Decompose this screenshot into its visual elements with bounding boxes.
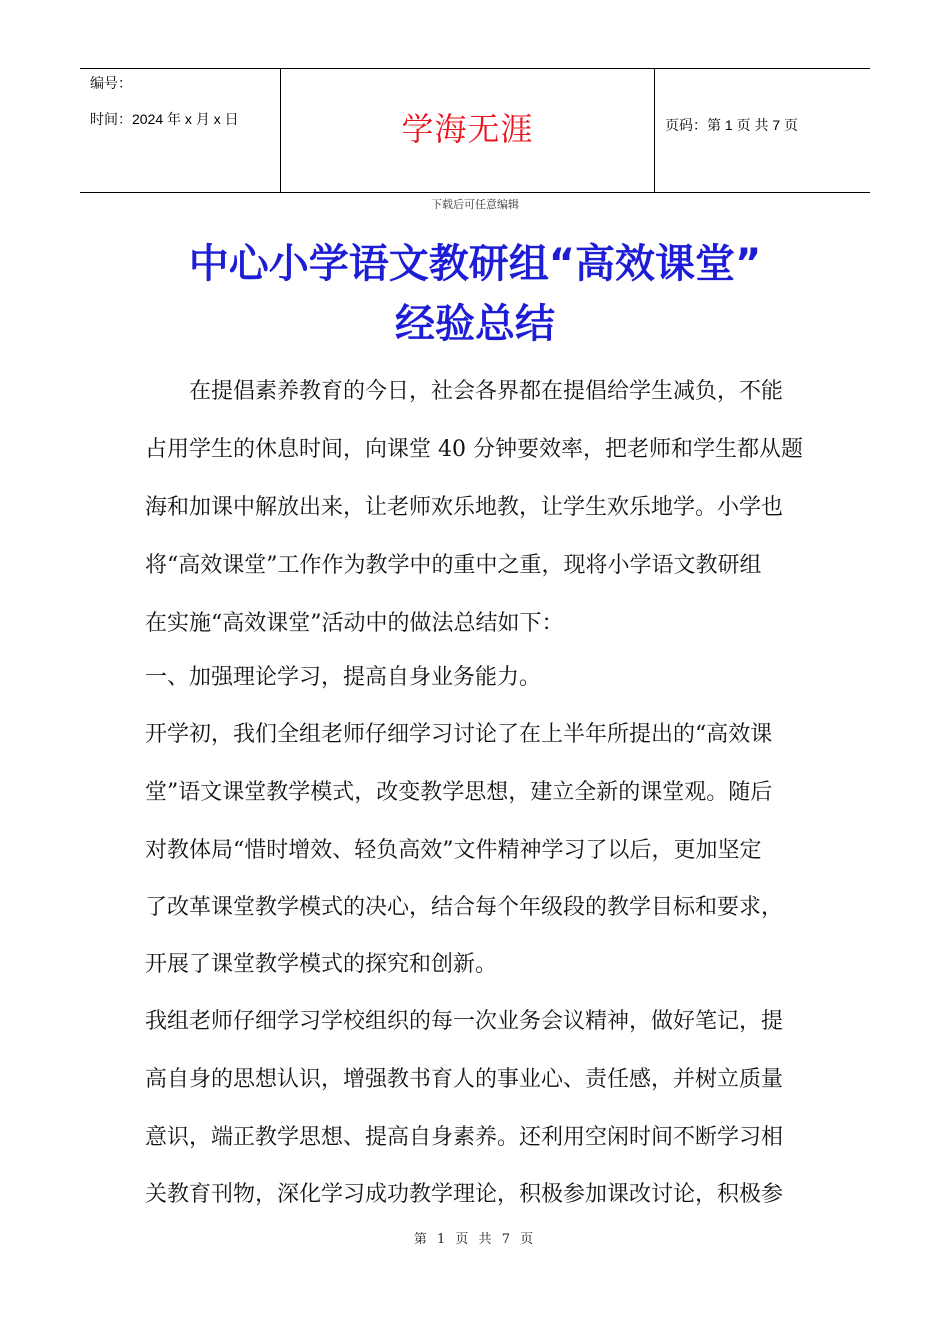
header-middle-cell xyxy=(281,69,655,192)
document-title-line-2: 经验总结 xyxy=(395,301,555,347)
body-line: 海和加课中解放出来，让老师欢乐地教，让学生欢乐地学。小学也 xyxy=(145,495,784,520)
body-line: 在实施“高效课堂”活动中的做法总结如下： xyxy=(145,611,564,636)
body-line: 我组老师仔细学习学校组织的每一次业务会议精神，做好笔记，提 xyxy=(145,1009,784,1034)
body-line: 在提倡素养教育的今日，社会各界都在提倡给学生减负，不能 xyxy=(189,379,784,404)
body-line: 高自身的思想认识，增强教书育人的事业心、责任感，并树立质量 xyxy=(145,1067,784,1092)
header-table xyxy=(80,68,870,193)
edit-note: 下载后可任意编辑 xyxy=(431,198,519,211)
body-line: 开学初，我们全组老师仔细学习讨论了在上半年所提出的“高效课 xyxy=(145,722,773,747)
page-label: 页码：第 1 页 共 7 页 xyxy=(665,117,799,133)
body-line: 开展了课堂教学模式的探究和创新。 xyxy=(145,952,498,977)
header-left-cell xyxy=(80,69,281,192)
page-footer: 第 1 页 共 7 页 xyxy=(413,1232,537,1247)
body-line: 了改革课堂教学模式的决心，结合每个年级段的教学目标和要求， xyxy=(145,895,784,920)
section-heading: 一、加强理论学习，提高自身业务能力。 xyxy=(145,665,542,690)
brand-logo-text: 学海无涯 xyxy=(401,110,534,148)
body-line: 对教体局“惜时增效、轻负高效”文件精神学习了以后，更加坚定 xyxy=(145,838,762,863)
header-right-cell xyxy=(655,69,870,192)
body-line: 占用学生的休息时间，向课堂 40 分钟要效率，把老师和学生都从题 xyxy=(145,437,803,462)
body-line: 将“高效课堂”工作作为教学中的重中之重，现将小学语文教研组 xyxy=(145,553,762,578)
time-label: 时间：2024 年 x 月 x 日 xyxy=(90,111,239,127)
body-line: 堂”语文课堂教学模式，改变教学思想，建立全新的课堂观。随后 xyxy=(145,780,773,805)
body-line: 意识，端正教学思想、提高自身素养。还利用空闲时间不断学习相 xyxy=(145,1125,784,1150)
number-label: 编号： xyxy=(90,75,132,91)
body-line: 关教育刊物，深化学习成功教学理论，积极参加课改讨论，积极参 xyxy=(145,1182,784,1207)
document-title-line-1: 中心小学语文教研组“高效课堂” xyxy=(188,241,762,287)
